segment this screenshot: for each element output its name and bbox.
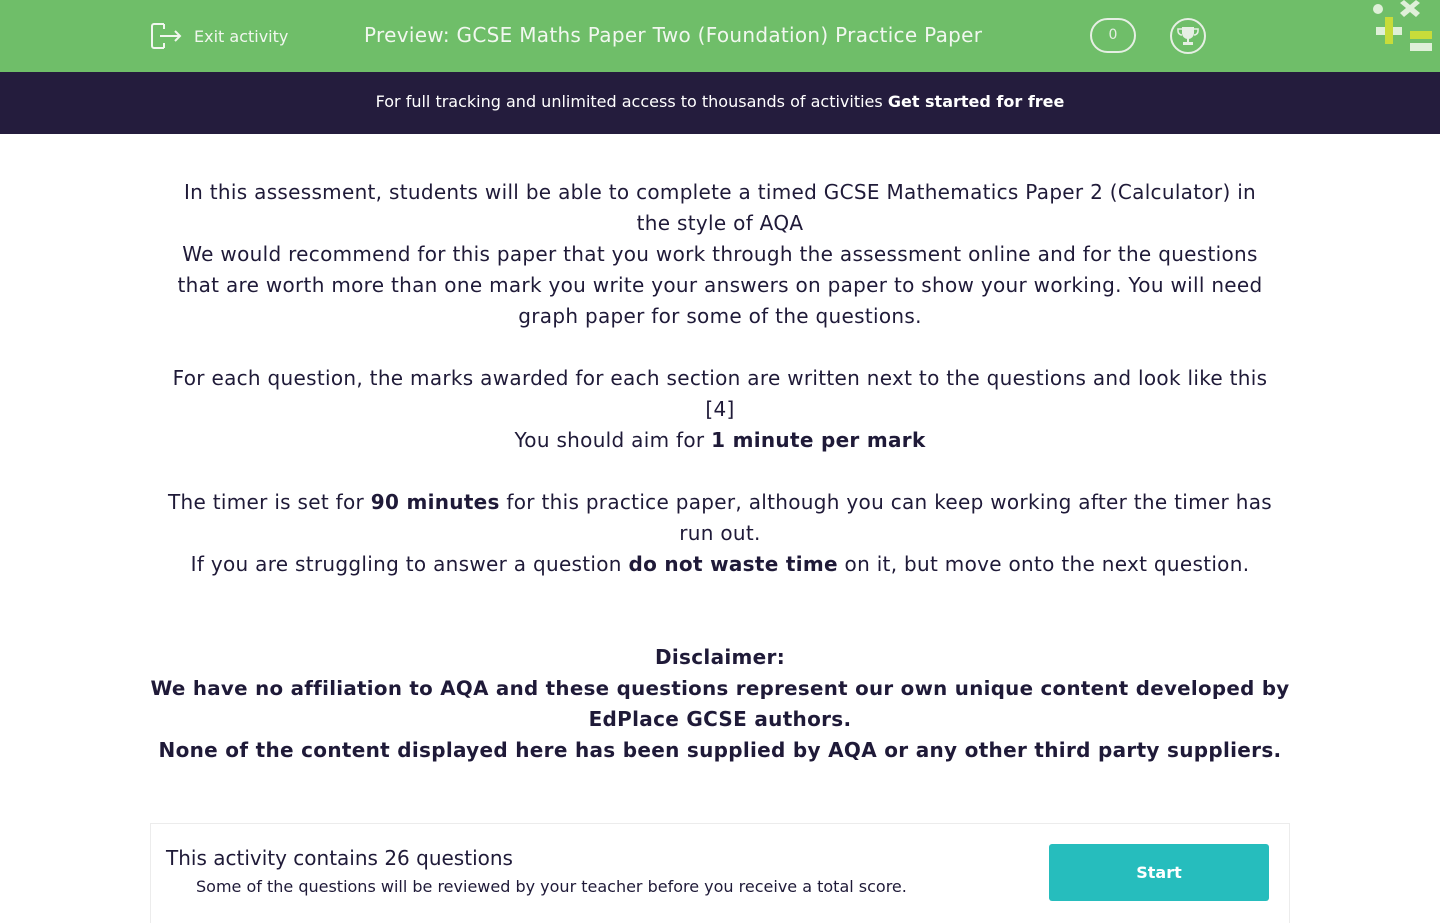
intro-line: For each question, the marks awarded for each section are written next to the questions and look like this — [172, 366, 1268, 390]
get-started-link[interactable]: Get started for free — [887, 92, 1065, 111]
intro-line: [4] — [705, 397, 735, 421]
top-bar — [0, 0, 1440, 72]
intro-line: run out. — [679, 521, 761, 545]
intro-line: In this assessment, students will be able to complete a timed GCSE Mathematics Paper 2 (Calculator) in — [183, 180, 1257, 204]
intro-line: graph paper for some of the questions. — [518, 304, 922, 328]
exit-icon — [150, 22, 182, 50]
exit-activity-button[interactable] — [150, 22, 288, 50]
disclaimer-line: EdPlace GCSE authors. — [588, 707, 852, 731]
review-note: Some of the questions will be reviewed by your teacher before you receive a total score. — [196, 877, 907, 896]
score-badge: 0 — [1090, 18, 1136, 53]
edplace-logo-icon — [1368, 0, 1440, 56]
intro-line: We would recommend for this paper that you work through the assessment online and for the questions — [182, 242, 1258, 266]
question-count: This activity contains 26 questions — [166, 846, 513, 870]
activity-start-card — [150, 823, 1290, 923]
exit-label: Exit activity — [194, 26, 289, 46]
banner-text: For full tracking and unlimited access to thousands of activities — [375, 92, 888, 111]
intro-line: You should aim for 1 minute per mark — [514, 428, 926, 452]
start-button[interactable]: Start — [1049, 844, 1269, 901]
intro-line: the style of AQA — [636, 211, 804, 235]
signup-banner — [0, 72, 1440, 134]
disclaimer-line: We have no affiliation to AQA and these questions represent our own unique content developed by — [150, 677, 1290, 700]
activity-description — [150, 177, 1290, 766]
trophy-button[interactable] — [1170, 18, 1206, 54]
activity-title: Preview: GCSE Maths Paper Two (Foundation) Practice Paper — [364, 23, 983, 47]
intro-line: If you are struggling to answer a question do not waste time on it, but move onto the next question. — [190, 552, 1250, 576]
intro-line: The timer is set for 90 minutes for this practice paper, although you can keep working after the timer has — [168, 490, 1272, 514]
disclaimer-title: Disclaimer: — [655, 645, 785, 669]
trophy-icon — [1177, 25, 1199, 47]
disclaimer-line: None of the content displayed here has been supplied by AQA or any other third party suppliers. — [158, 738, 1282, 762]
intro-line: that are worth more than one mark you write your answers on paper to show your working. You will need — [177, 273, 1263, 297]
